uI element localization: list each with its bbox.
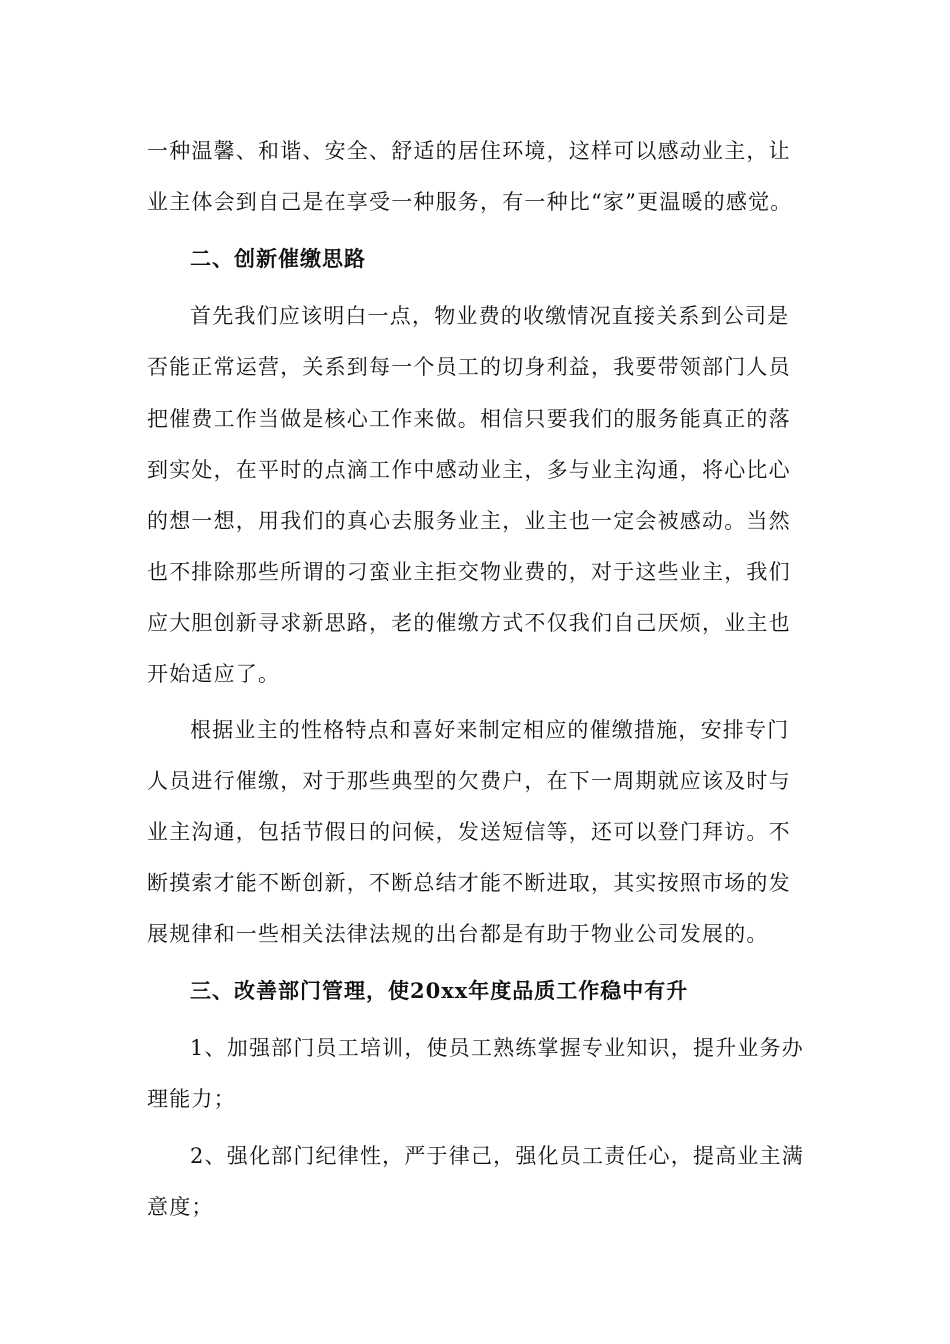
paragraph-line: 到实处，在平时的点滴工作中感动业主，多与业主沟通，将心比心 [147,458,791,482]
paragraph-line: 根据业主的性格特点和喜好来制定相应的催缴措施，安排专门 [190,718,790,742]
paragraph-line: 把催费工作当做是核心工作来做。相信只要我们的服务能真正的落 [147,407,791,431]
paragraph-line: 业主沟通，包括节假日的问候，发送短信等，还可以登门拜访。不 [147,820,791,844]
paragraph-line: 一种温馨、和谐、安全、舒适的居住环境，这样可以感动业主，让 [147,139,791,163]
paragraph-line: 断摸索才能不断创新，不断总结才能不断进取，其实按照市场的发 [147,871,791,895]
paragraph-line: 应大胆创新寻求新思路，老的催缴方式不仅我们自己厌烦，业主也 [147,611,791,635]
paragraph-line: 也不排除那些所谓的刁蛮业主拒交物业费的，对于这些业主，我们 [147,560,791,584]
paragraph-line: 人员进行催缴，对于那些典型的欠费户，在下一周期就应该及时与 [147,769,791,793]
list-item-line: 1、加强部门员工培训，使员工熟练掌握专业知识，提升业务办 [190,1036,804,1060]
list-item-line: 2、强化部门纪律性，严于律己，强化员工责任心，提高业主满 [190,1144,804,1168]
paragraph-line: 展规律和一些相关法律法规的出台都是有助于物业公司发展的。 [147,922,769,946]
paragraph-line: 开始适应了。 [147,662,281,686]
paragraph-line: 业主体会到自己是在享受一种服务，有一种比“家”更温暖的感觉。 [147,190,793,214]
paragraph-line: 否能正常运营，关系到每一个员工的切身利益，我要带领部门人员 [147,355,791,379]
list-item-line: 理能力； [147,1087,236,1111]
paragraph-line: 首先我们应该明白一点，物业费的收缴情况直接关系到公司是 [190,304,790,328]
section-heading: 二、创新催缴思路 [190,246,366,271]
list-item-line: 意度； [147,1195,214,1219]
paragraph-line: 的想一想，用我们的真心去服务业主，业主也一定会被感动。当然 [147,509,791,533]
section-heading: 三、改善部门管理，使20xx年度品质工作稳中有升 [190,978,689,1003]
